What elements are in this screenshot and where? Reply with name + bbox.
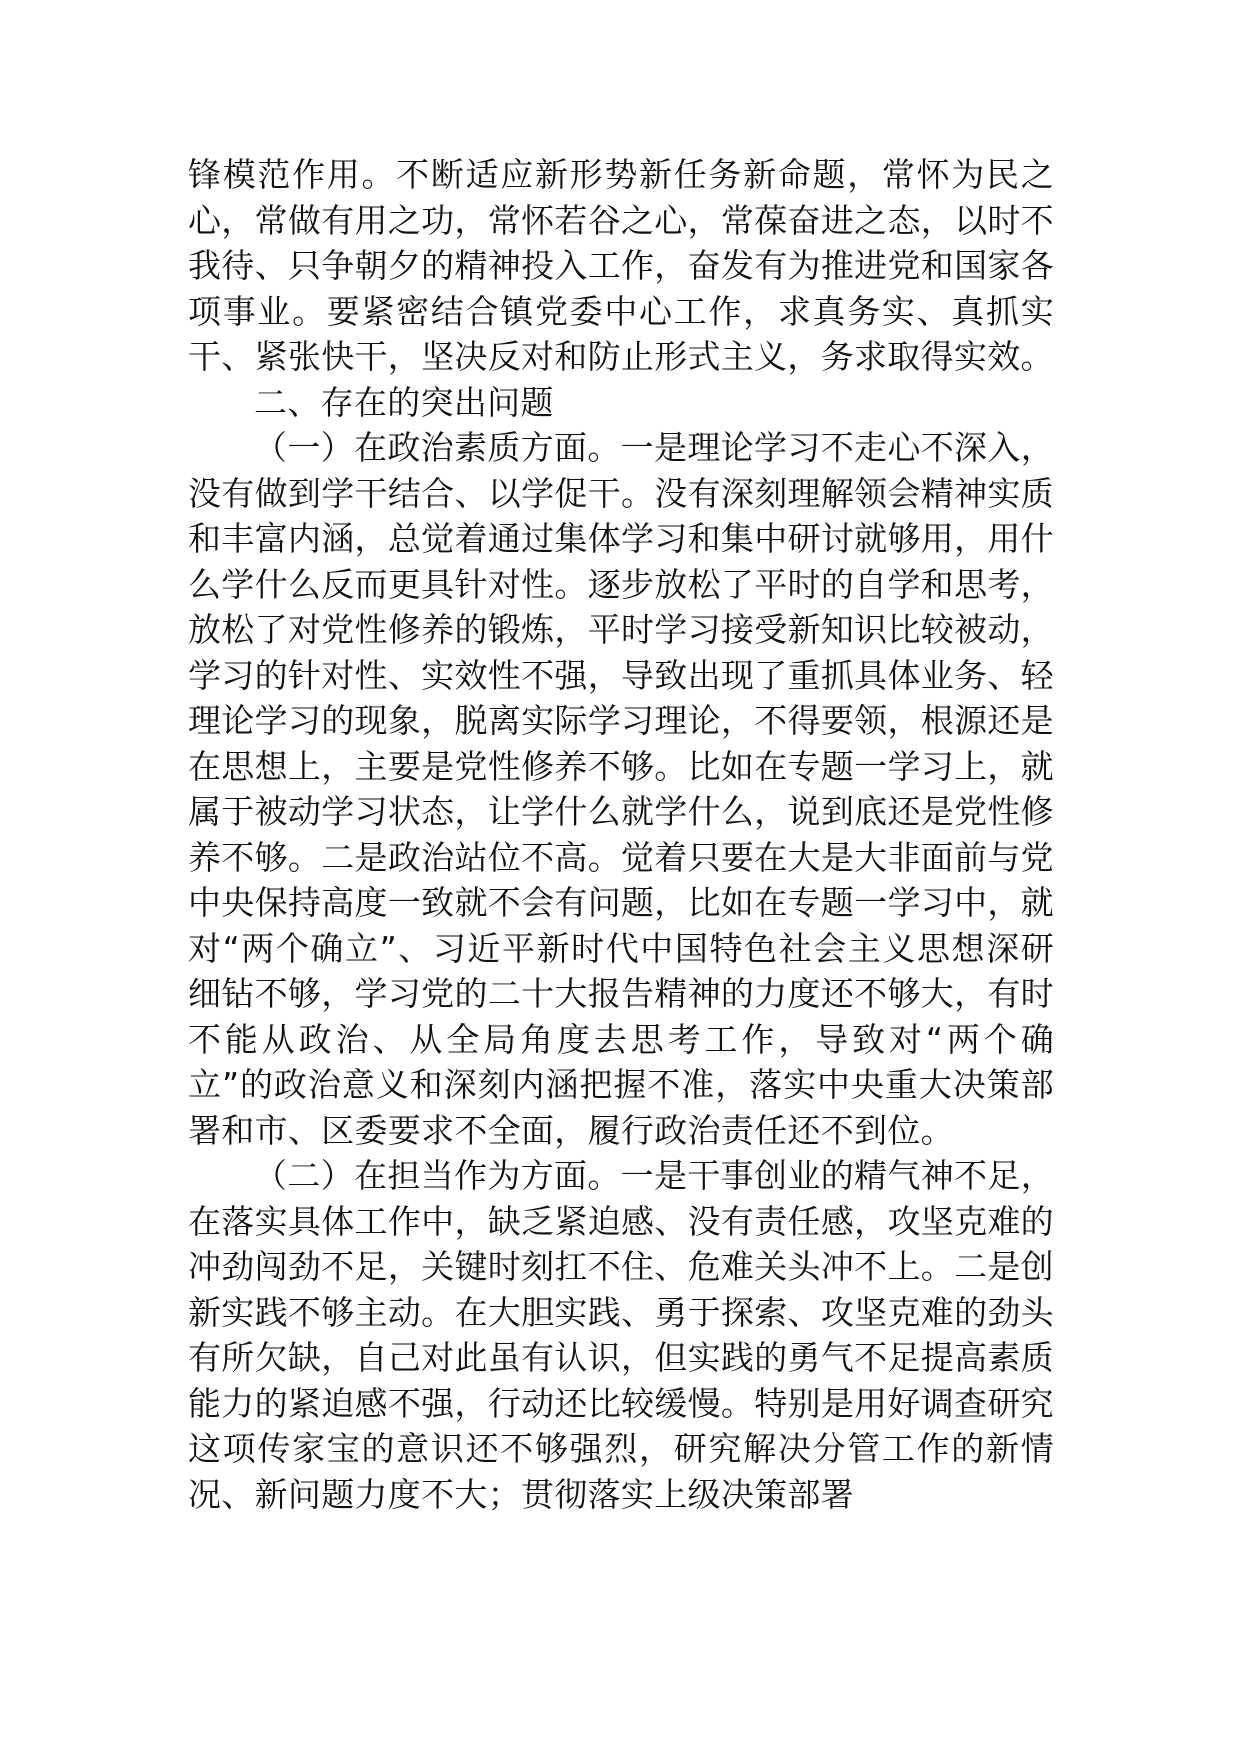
body-paragraph-1: 锋模范作用。不断适应新形势新任务新命题，常怀为民之心，常做有用之功，常怀若谷之心，常葆奋进之态，以时不我待、只争朝夕的精神投入工作，奋发有为推进党和国家各项事业。要紧密结合镇党委中心工作，求真务实、真抓实干、紧张快干，坚决反对和防止形式主义，务求取得实效。	[188, 155, 1054, 376]
section-heading: 二、存在的突出问题	[254, 382, 554, 422]
document-body	[188, 152, 1054, 1517]
body-paragraph-political-quality: （一）在政治素质方面。一是理论学习不走心不深入，没有做到学干结合、以学促干。没有深刻理解领会精神实质和丰富内涵，总觉着通过集体学习和集中研讨就够用，用什么学什么反而更具针对性。逐步放松了平时的自学和思考，放松了对党性修养的锻炼，平时学习接受新知识比较被动，学习的针对性、实效性不强，导致出现了重抓具体业务、轻理论学习的现象，脱离实际学习理论，不得要领，根源还是在思想上，主要是党性修养不够。比如在专题一学习上，就属于被动学习状态，让学什么就学什么，说到底还是党性修养不够。二是政治站位不高。觉着只要在大是大非面前与党中央保持高度一致就不会有问题，比如在专题一学习中，就对“两个确立”、习近平新时代中国特色社会主义思想深研细钻不够，学习党的二十大报告精神的力度还不够大，有时不能从政治、从全局角度去思考工作，导致对“两个确立”的政治意义和深刻内涵把握不准，落实中央重大决策部署和市、区委要求不全面，履行政治责任还不到位。	[188, 428, 1054, 1150]
body-paragraph-responsibility: （二）在担当作为方面。一是干事创业的精气神不足，在落实具体工作中，缺乏紧迫感、没有责任感，攻坚克难的冲劲闯劲不足，关键时刻扛不住、危难关头冲不上。二是创新实践不够主动。在大胆实践、勇于探索、攻坚克难的劲头有所欠缺，自己对此虽有认识，但实践的勇气不足提高素质能力的紧迫感不强，行动还比较缓慢。特别是用好调查研究这项传家宝的意识还不够强烈，研究解决分管工作的新情况、新问题力度不大；贯彻落实上级决策部署	[188, 1156, 1054, 1514]
